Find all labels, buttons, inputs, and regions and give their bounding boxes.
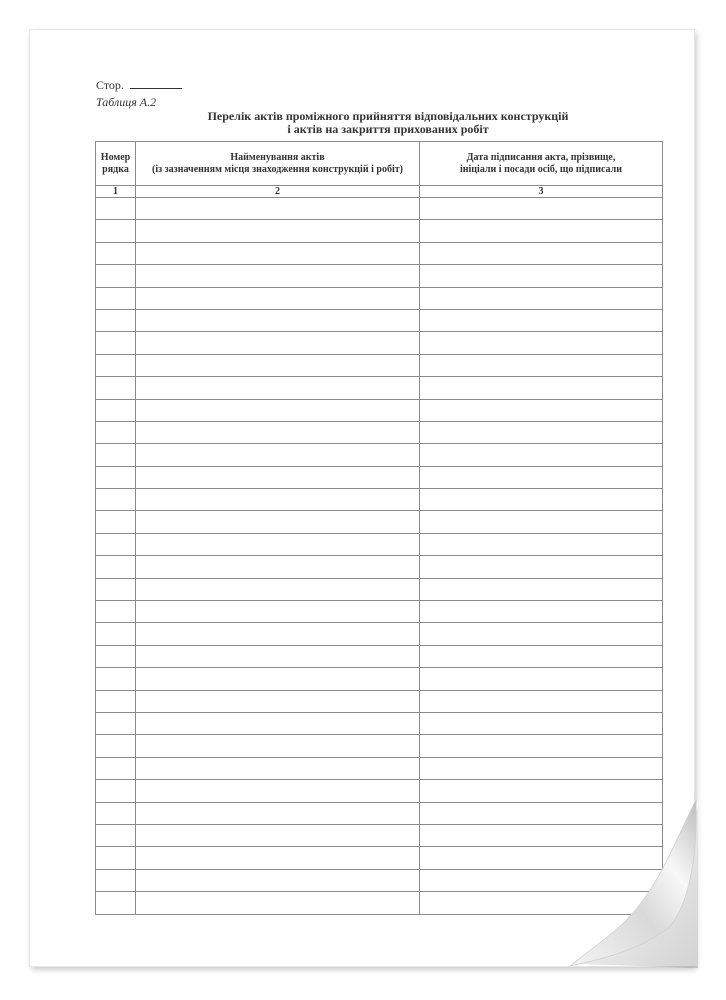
cell-act-name[interactable]	[136, 287, 420, 309]
cell-signing-date[interactable]	[420, 623, 663, 645]
table-row	[96, 533, 663, 555]
cell-act-name[interactable]	[136, 354, 420, 376]
cell-row-number[interactable]	[96, 690, 136, 712]
cell-signing-date[interactable]	[420, 242, 663, 264]
title-line-1: Перелік актів проміжного прийняття відповідальних конструкцій	[207, 109, 569, 123]
cell-row-number[interactable]	[96, 444, 136, 466]
cell-row-number[interactable]	[96, 399, 136, 421]
cell-row-number[interactable]	[96, 668, 136, 690]
cell-signing-date[interactable]	[420, 645, 663, 667]
cell-act-name[interactable]	[136, 198, 420, 220]
cell-act-name[interactable]	[136, 892, 420, 914]
cell-act-name[interactable]	[136, 444, 420, 466]
cell-act-name[interactable]	[136, 601, 420, 623]
cell-row-number[interactable]	[96, 287, 136, 309]
cell-row-number[interactable]	[96, 489, 136, 511]
header-text: Дата підписання акта, прізвище,	[466, 151, 616, 163]
cell-row-number[interactable]	[96, 847, 136, 869]
cell-signing-date[interactable]	[420, 511, 663, 533]
cell-act-name[interactable]	[136, 242, 420, 264]
table-row	[96, 377, 663, 399]
cell-act-name[interactable]	[136, 399, 420, 421]
cell-row-number[interactable]	[96, 757, 136, 779]
cell-row-number[interactable]	[96, 309, 136, 331]
cell-row-number[interactable]	[96, 892, 136, 914]
cell-row-number[interactable]	[96, 533, 136, 555]
cell-row-number[interactable]	[96, 354, 136, 376]
table-row	[96, 421, 663, 443]
cell-row-number[interactable]	[96, 421, 136, 443]
cell-row-number[interactable]	[96, 332, 136, 354]
table-row	[96, 444, 663, 466]
table-reference: Таблиця А.2	[96, 95, 157, 109]
column-number: 1	[96, 186, 136, 198]
cell-row-number[interactable]	[96, 802, 136, 824]
table-row	[96, 690, 663, 712]
cell-act-name[interactable]	[136, 556, 420, 578]
cell-row-number[interactable]	[96, 377, 136, 399]
cell-signing-date[interactable]	[420, 690, 663, 712]
cell-signing-date[interactable]	[420, 668, 663, 690]
cell-act-name[interactable]	[136, 332, 420, 354]
cell-act-name[interactable]	[136, 421, 420, 443]
cell-act-name[interactable]	[136, 309, 420, 331]
cell-act-name[interactable]	[136, 623, 420, 645]
table-row	[96, 623, 663, 645]
cell-act-name[interactable]	[136, 869, 420, 891]
cell-row-number[interactable]	[96, 556, 136, 578]
cell-act-name[interactable]	[136, 668, 420, 690]
document-title	[150, 110, 626, 136]
table-row	[96, 466, 663, 488]
cell-act-name[interactable]	[136, 533, 420, 555]
page-curl	[548, 798, 698, 968]
table-row	[96, 511, 663, 533]
cell-act-name[interactable]	[136, 511, 420, 533]
cell-act-name[interactable]	[136, 220, 420, 242]
cell-signing-date[interactable]	[420, 287, 663, 309]
cell-act-name[interactable]	[136, 265, 420, 287]
header-text: (із зазначенням місця знаходження конструкцій і робіт)	[152, 163, 403, 175]
cell-act-name[interactable]	[136, 735, 420, 757]
title-line-2: і актів на закриття прихованих робіт	[287, 122, 489, 136]
cell-signing-date[interactable]	[420, 332, 663, 354]
cell-row-number[interactable]	[96, 824, 136, 846]
cell-row-number[interactable]	[96, 242, 136, 264]
table-row	[96, 601, 663, 623]
cell-act-name[interactable]	[136, 489, 420, 511]
cell-signing-date[interactable]	[420, 377, 663, 399]
column-header-signing-date	[420, 142, 663, 186]
cell-act-name[interactable]	[136, 757, 420, 779]
cell-signing-date[interactable]	[420, 578, 663, 600]
table-row	[96, 332, 663, 354]
cell-signing-date[interactable]	[420, 489, 663, 511]
cell-row-number[interactable]	[96, 623, 136, 645]
page-number-field	[96, 78, 182, 93]
table-row	[96, 242, 663, 264]
cell-row-number[interactable]	[96, 735, 136, 757]
cell-act-name[interactable]	[136, 712, 420, 734]
column-header-act-name	[136, 142, 420, 186]
cell-act-name[interactable]	[136, 802, 420, 824]
cell-act-name[interactable]	[136, 377, 420, 399]
cell-row-number[interactable]	[96, 198, 136, 220]
table-row	[96, 668, 663, 690]
table-row	[96, 757, 663, 779]
table-row	[96, 354, 663, 376]
page-label: Стор.	[96, 78, 124, 92]
table-row	[96, 265, 663, 287]
header-text: рядка	[102, 163, 129, 175]
cell-signing-date[interactable]	[420, 533, 663, 555]
cell-signing-date[interactable]	[420, 712, 663, 734]
table-row	[96, 399, 663, 421]
cell-act-name[interactable]	[136, 466, 420, 488]
cell-row-number[interactable]	[96, 265, 136, 287]
cell-act-name[interactable]	[136, 780, 420, 802]
table-header-row	[96, 142, 663, 186]
cell-row-number[interactable]	[96, 645, 136, 667]
column-number: 2	[136, 186, 420, 198]
header-text: Найменування актів	[230, 151, 325, 163]
column-number: 3	[420, 186, 663, 198]
cell-signing-date[interactable]	[420, 556, 663, 578]
table-row	[96, 712, 663, 734]
cell-signing-date[interactable]	[420, 399, 663, 421]
header-text: Номер	[100, 151, 131, 163]
table-row	[96, 309, 663, 331]
cell-row-number[interactable]	[96, 466, 136, 488]
cell-signing-date[interactable]	[420, 735, 663, 757]
cell-row-number[interactable]	[96, 511, 136, 533]
column-header-row-number	[96, 142, 136, 186]
table-row	[96, 645, 663, 667]
cell-row-number[interactable]	[96, 578, 136, 600]
cell-signing-date[interactable]	[420, 354, 663, 376]
table-row	[96, 578, 663, 600]
table-row	[96, 287, 663, 309]
cell-act-name[interactable]	[136, 578, 420, 600]
cell-signing-date[interactable]	[420, 198, 663, 220]
cell-row-number[interactable]	[96, 712, 136, 734]
table-row	[96, 489, 663, 511]
column-number-row	[96, 186, 663, 198]
cell-row-number[interactable]	[96, 601, 136, 623]
cell-signing-date[interactable]	[420, 757, 663, 779]
cell-signing-date[interactable]	[420, 220, 663, 242]
table-row	[96, 220, 663, 242]
cell-signing-date[interactable]	[420, 466, 663, 488]
cell-signing-date[interactable]	[420, 601, 663, 623]
header-text: ініціали і посади осіб, що підписали	[459, 163, 623, 175]
table-row	[96, 556, 663, 578]
table-row	[96, 735, 663, 757]
cell-row-number[interactable]	[96, 220, 136, 242]
cell-signing-date[interactable]	[420, 265, 663, 287]
cell-row-number[interactable]	[96, 780, 136, 802]
cell-act-name[interactable]	[136, 824, 420, 846]
cell-signing-date[interactable]	[420, 444, 663, 466]
cell-signing-date[interactable]	[420, 421, 663, 443]
cell-act-name[interactable]	[136, 690, 420, 712]
cell-act-name[interactable]	[136, 847, 420, 869]
table-row	[96, 198, 663, 220]
cell-signing-date[interactable]	[420, 309, 663, 331]
cell-act-name[interactable]	[136, 645, 420, 667]
cell-row-number[interactable]	[96, 869, 136, 891]
page-number-blank[interactable]	[130, 78, 182, 89]
